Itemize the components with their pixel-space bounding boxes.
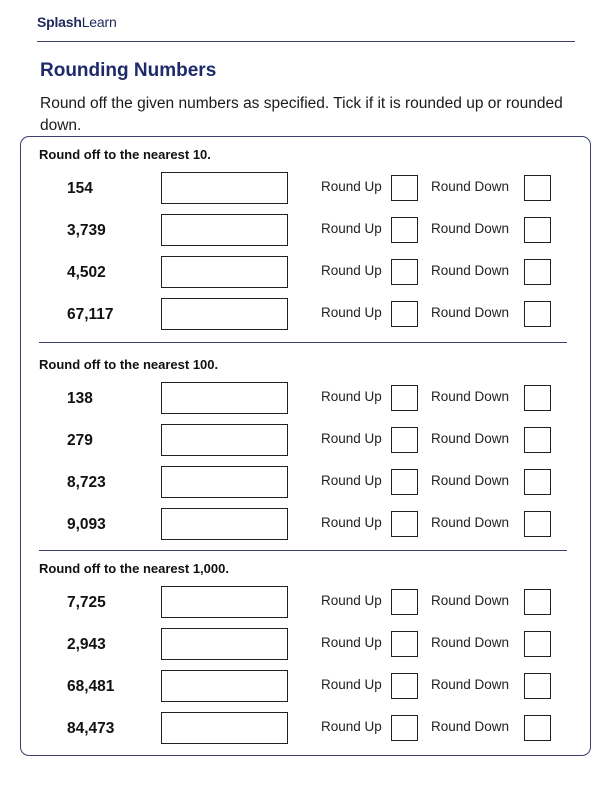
answer-input[interactable]: [161, 712, 288, 744]
round-down-label: Round Down: [431, 389, 510, 404]
problem-row: [21, 712, 590, 746]
problem-number: 7,725: [67, 594, 106, 611]
round-up-checkbox[interactable]: [391, 589, 418, 615]
problem-number: 3,739: [67, 222, 106, 239]
logo-text-light: Learn: [81, 14, 117, 30]
answer-input[interactable]: [161, 670, 288, 702]
section-heading: Round off to the nearest 100.: [39, 357, 219, 372]
problem-row: [21, 214, 590, 248]
round-down-label: Round Down: [431, 473, 510, 488]
round-up-checkbox[interactable]: [391, 385, 418, 411]
splashlearn-logo: [37, 14, 117, 30]
round-down-label: Round Down: [431, 221, 510, 236]
logo-text-bold: Splash: [37, 14, 82, 30]
answer-input[interactable]: [161, 466, 288, 498]
answer-input[interactable]: [161, 628, 288, 660]
problem-number: 67,117: [67, 306, 114, 323]
problem-row: [21, 382, 590, 416]
round-up-checkbox[interactable]: [391, 427, 418, 453]
problem-number: 68,481: [67, 678, 115, 695]
round-up-label: Round Up: [321, 389, 382, 404]
round-down-label: Round Down: [431, 635, 510, 650]
answer-input[interactable]: [161, 172, 288, 204]
round-up-label: Round Up: [321, 719, 382, 734]
section-heading: Round off to the nearest 10.: [39, 147, 211, 162]
round-down-checkbox[interactable]: [524, 673, 551, 699]
round-down-checkbox[interactable]: [524, 511, 551, 537]
round-down-label: Round Down: [431, 593, 510, 608]
round-down-label: Round Down: [431, 305, 510, 320]
round-down-checkbox[interactable]: [524, 175, 551, 201]
round-down-checkbox[interactable]: [524, 385, 551, 411]
problem-row: [21, 424, 590, 458]
round-up-label: Round Up: [321, 431, 382, 446]
section-divider: [39, 342, 567, 343]
section-divider: [39, 550, 567, 551]
round-up-checkbox[interactable]: [391, 631, 418, 657]
round-down-label: Round Down: [431, 515, 510, 530]
round-down-checkbox[interactable]: [524, 217, 551, 243]
round-down-checkbox[interactable]: [524, 631, 551, 657]
round-up-label: Round Up: [321, 473, 382, 488]
problem-row: [21, 466, 590, 500]
problem-row: [21, 586, 590, 620]
round-up-label: Round Up: [321, 179, 382, 194]
answer-input[interactable]: [161, 424, 288, 456]
round-down-label: Round Down: [431, 431, 510, 446]
problem-number: 9,093: [67, 516, 106, 533]
problem-row: [21, 256, 590, 290]
round-up-label: Round Up: [321, 305, 382, 320]
round-up-label: Round Up: [321, 221, 382, 236]
instructions: Round off the given numbers as specified. Tick if it is rounded up or rounded down.: [40, 95, 563, 134]
round-down-label: Round Down: [431, 263, 510, 278]
round-down-checkbox[interactable]: [524, 715, 551, 741]
answer-input[interactable]: [161, 508, 288, 540]
problem-row: [21, 508, 590, 542]
problem-row: [21, 172, 590, 206]
problem-number: 8,723: [67, 474, 106, 491]
round-up-label: Round Up: [321, 263, 382, 278]
round-down-checkbox[interactable]: [524, 427, 551, 453]
answer-input[interactable]: [161, 382, 288, 414]
round-up-checkbox[interactable]: [391, 217, 418, 243]
problem-number: 138: [67, 390, 93, 407]
round-up-label: Round Up: [321, 593, 382, 608]
problem-number: 154: [67, 180, 93, 197]
round-up-checkbox[interactable]: [391, 259, 418, 285]
round-down-checkbox[interactable]: [524, 259, 551, 285]
worksheet-panel: [20, 136, 591, 756]
answer-input[interactable]: [161, 214, 288, 246]
round-down-label: Round Down: [431, 677, 510, 692]
round-down-checkbox[interactable]: [524, 469, 551, 495]
round-down-checkbox[interactable]: [524, 589, 551, 615]
round-up-checkbox[interactable]: [391, 715, 418, 741]
answer-input[interactable]: [161, 586, 288, 618]
round-up-checkbox[interactable]: [391, 673, 418, 699]
round-up-label: Round Up: [321, 515, 382, 530]
round-up-label: Round Up: [321, 677, 382, 692]
round-up-checkbox[interactable]: [391, 175, 418, 201]
problem-row: [21, 298, 590, 332]
round-up-label: Round Up: [321, 635, 382, 650]
round-down-label: Round Down: [431, 179, 510, 194]
problem-row: [21, 670, 590, 704]
round-down-checkbox[interactable]: [524, 301, 551, 327]
problem-number: 2,943: [67, 636, 106, 653]
answer-input[interactable]: [161, 298, 288, 330]
problem-row: [21, 628, 590, 662]
problem-number: 84,473: [67, 720, 115, 737]
page-title: Rounding Numbers: [40, 60, 217, 81]
problem-number: 279: [67, 432, 93, 449]
header-divider: [37, 41, 575, 42]
section-heading: Round off to the nearest 1,000.: [39, 561, 229, 576]
answer-input[interactable]: [161, 256, 288, 288]
round-down-label: Round Down: [431, 719, 510, 734]
round-up-checkbox[interactable]: [391, 301, 418, 327]
round-up-checkbox[interactable]: [391, 469, 418, 495]
round-up-checkbox[interactable]: [391, 511, 418, 537]
problem-number: 4,502: [67, 264, 106, 281]
